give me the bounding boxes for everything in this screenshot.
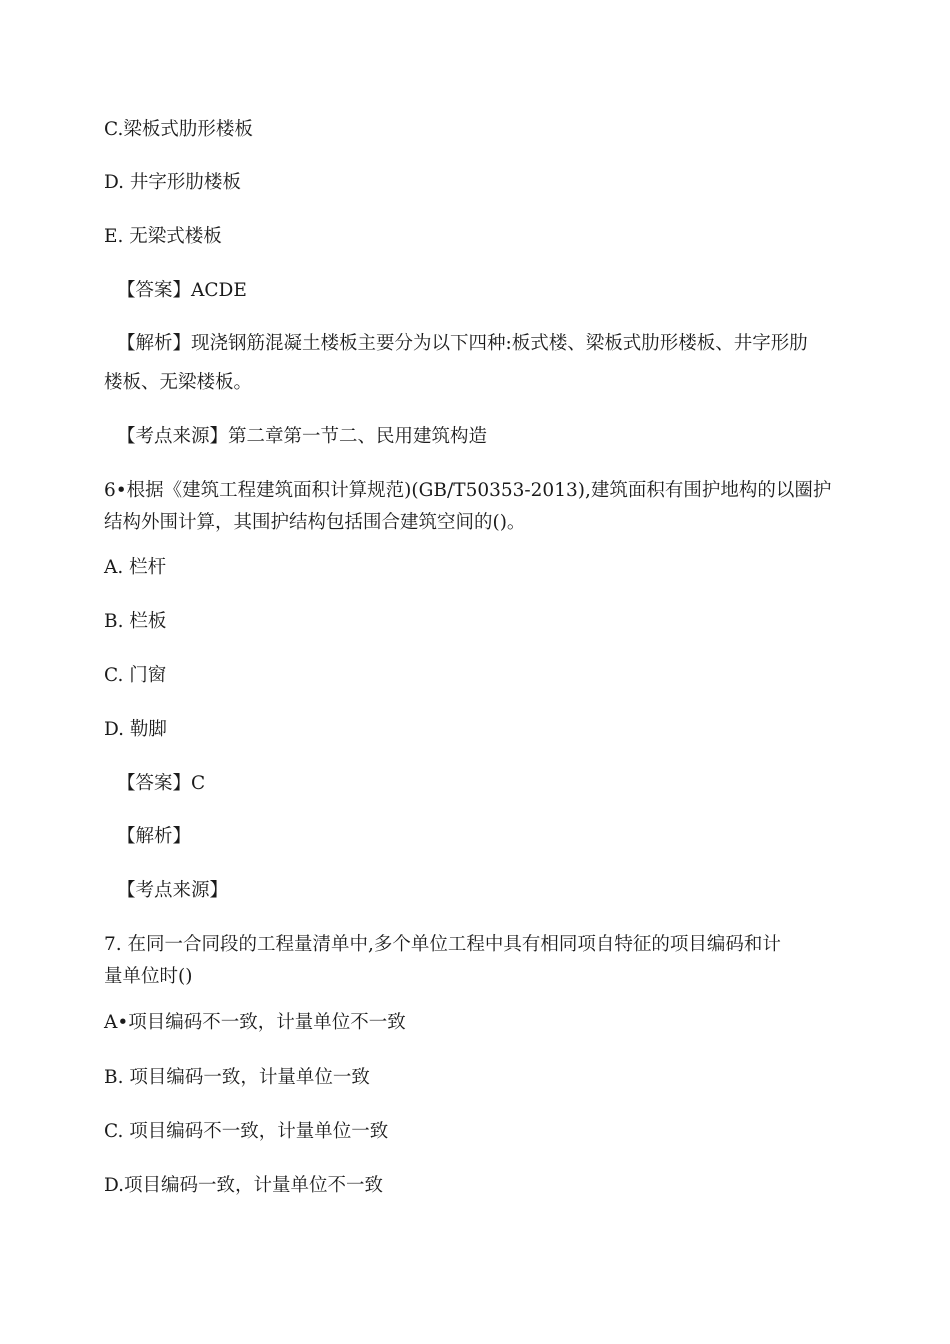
- q7-stem-line-1: 7. 在同一合同段的工程量清单中,多个单位工程中具有相同项自特征的项目编码和计: [104, 934, 781, 955]
- q7-option-c: C. 项目编码不一致，计量单位一致: [104, 1121, 389, 1142]
- q6-option-a: A. 栏杆: [104, 557, 167, 578]
- q5-option-d: D. 井字形肋楼板: [104, 172, 241, 193]
- q5-option-c: C.梁板式肋形楼板: [104, 119, 253, 140]
- q5-analysis-line-2: 楼板、无梁楼板。: [104, 372, 253, 393]
- q7-option-a: A•项目编码不一致，计量单位不一致: [104, 1012, 406, 1033]
- q6-analysis: 【解析】: [117, 826, 192, 847]
- q6-option-b: B. 栏板: [104, 611, 167, 632]
- q5-analysis-line-1: 【解析】现浇钢筋混凝土楼板主要分为以下四种:板式楼、梁板式肋形楼板、井字形肋: [117, 333, 808, 354]
- q7-option-b: B. 项目编码一致，计量单位一致: [104, 1067, 370, 1088]
- q5-option-e: E. 无梁式楼板: [104, 226, 222, 247]
- q6-option-c: C. 门窗: [104, 665, 167, 686]
- q6-answer: 【答案】C: [117, 773, 206, 794]
- q6-stem-line-2: 结构外围计算，其围护结构包括围合建筑空间的()。: [104, 512, 526, 533]
- q7-stem-line-2: 量单位时(): [104, 966, 193, 987]
- q6-stem-line-1: 6•根据《建筑工程建筑面积计算规范)(GB/T50353-2013),建筑面积有围护地构的以圈护: [104, 480, 832, 501]
- q6-source: 【考点来源】: [117, 880, 229, 901]
- q5-source: 【考点来源】第二章第一节二、民用建筑构造: [117, 426, 488, 447]
- q5-answer: 【答案】ACDE: [117, 280, 247, 301]
- q6-option-d: D. 勒脚: [104, 719, 167, 740]
- q7-option-d: D.项目编码一致，计量单位不一致: [104, 1175, 384, 1196]
